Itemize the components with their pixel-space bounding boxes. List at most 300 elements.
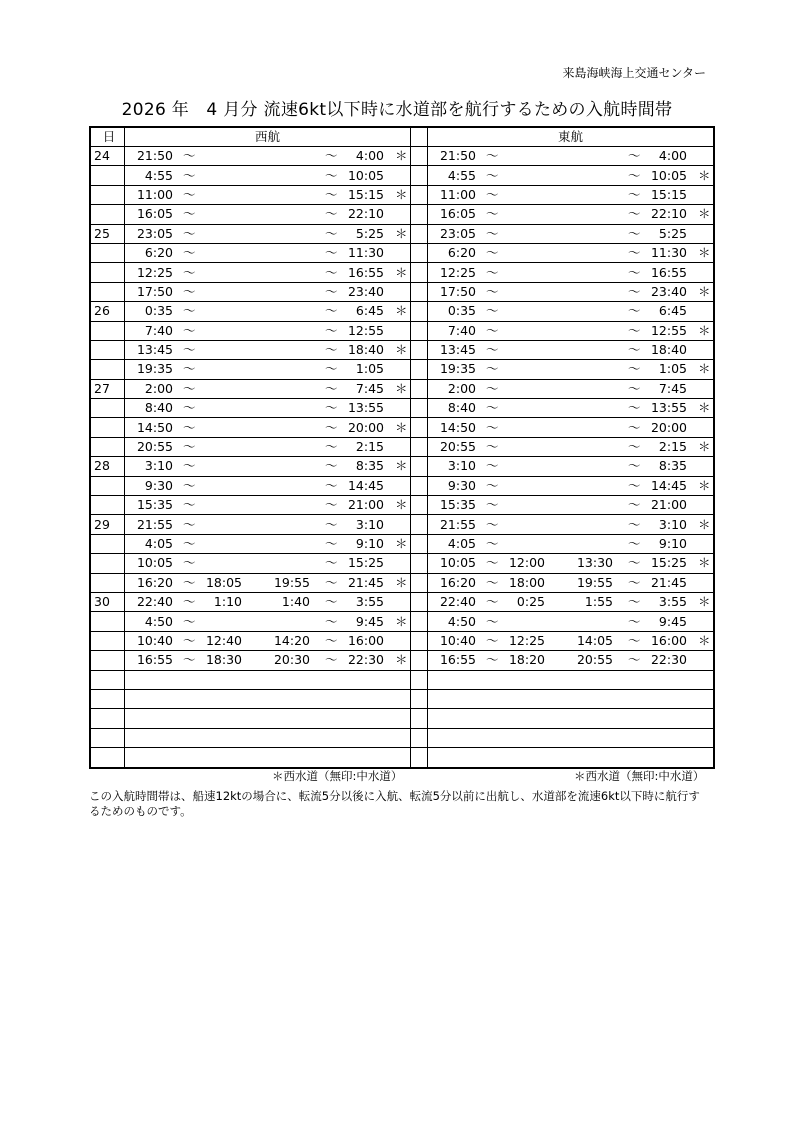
start-time: 19:35: [136, 361, 173, 377]
table-row: [90, 631, 714, 650]
west-channel-mark: ＊: [395, 497, 408, 513]
west-channel-mark: ＊: [395, 574, 408, 590]
west-channel-mark: ＊: [698, 400, 711, 416]
tilde-separator: ～: [325, 652, 338, 668]
tilde-separator: ～: [183, 574, 196, 590]
west-window-cell: [125, 748, 411, 768]
start-time: 15:35: [136, 497, 173, 513]
day-cell: [90, 321, 125, 340]
tilde-separator: ～: [486, 652, 499, 668]
start-time: 9:30: [144, 477, 173, 493]
east-window-cell: [428, 476, 715, 495]
end-time: 21:45: [347, 574, 384, 590]
tilde-separator: ～: [628, 264, 641, 280]
tilde-separator: ～: [183, 342, 196, 358]
start-time: 4:50: [447, 613, 476, 629]
start-time: 23:05: [439, 225, 476, 241]
day-cell: [90, 476, 125, 495]
tilde-separator: ～: [183, 458, 196, 474]
day-cell: [90, 631, 125, 650]
day-cell: [90, 185, 125, 204]
start-time: 15:35: [439, 497, 476, 513]
east-window-cell: [428, 496, 715, 515]
window-time: 13:30: [576, 555, 613, 571]
table-row: [90, 612, 714, 631]
west-column-header: 西航: [125, 127, 411, 147]
tilde-separator: ～: [325, 264, 338, 280]
west-window-cell: [125, 399, 411, 418]
west-channel-mark: ＊: [698, 594, 711, 610]
table-row: [90, 709, 714, 728]
window-time: 1:55: [584, 594, 613, 610]
end-time: 12:55: [650, 322, 687, 338]
start-time: 0:35: [447, 303, 476, 319]
tilde-separator: ～: [183, 497, 196, 513]
tilde-separator: ～: [183, 516, 196, 532]
east-window-cell: [428, 302, 715, 321]
window-time: 12:00: [508, 555, 545, 571]
end-time: 5:25: [355, 225, 384, 241]
east-window-cell: [428, 340, 715, 359]
tilde-separator: ～: [628, 303, 641, 319]
column-gap: [411, 127, 428, 147]
tilde-separator: ～: [325, 167, 338, 183]
start-time: 16:55: [439, 652, 476, 668]
start-time: 21:55: [136, 516, 173, 532]
west-window-cell: [125, 728, 411, 747]
end-time: 2:15: [355, 439, 384, 455]
start-time: 2:00: [144, 380, 173, 396]
west-window-cell: [125, 263, 411, 282]
table-row: [90, 534, 714, 553]
timetable: [89, 126, 715, 769]
end-time: 6:45: [355, 303, 384, 319]
table-row: [90, 496, 714, 515]
end-time: 23:40: [347, 283, 384, 299]
west-channel-mark: ＊: [698, 322, 711, 338]
table-row: [90, 554, 714, 573]
start-time: 21:50: [439, 148, 476, 164]
tilde-separator: ～: [325, 400, 338, 416]
start-time: 7:40: [144, 322, 173, 338]
day-cell: [90, 651, 125, 670]
tilde-separator: ～: [325, 245, 338, 261]
west-window-cell: [125, 243, 411, 262]
tilde-separator: ～: [183, 536, 196, 551]
west-window-cell: [125, 689, 411, 708]
tilde-separator: ～: [183, 245, 196, 261]
tilde-separator: ～: [486, 303, 499, 319]
day-cell: [90, 496, 125, 515]
tilde-separator: ～: [183, 419, 196, 435]
table-row: [90, 321, 714, 340]
east-window-cell: [428, 748, 715, 768]
column-gap: [411, 263, 428, 282]
start-time: 13:45: [136, 342, 173, 358]
end-time: 16:55: [347, 264, 384, 280]
tilde-separator: ～: [325, 555, 338, 571]
start-time: 7:40: [447, 322, 476, 338]
end-time: 9:10: [355, 536, 384, 551]
tilde-separator: ～: [486, 516, 499, 532]
page-title: 2026 年 4 月分 流速6kt以下時に水道部を航行するための入航時間帯: [121, 100, 673, 120]
end-time: 13:55: [650, 400, 687, 416]
tilde-separator: ～: [628, 555, 641, 571]
tilde-separator: ～: [628, 361, 641, 377]
organization-name: 来島海峡海上交通センター: [562, 66, 706, 80]
tilde-separator: ～: [325, 439, 338, 455]
start-time: 17:50: [439, 283, 476, 299]
table-row: [90, 728, 714, 747]
day-cell: [90, 437, 125, 456]
start-time: 10:05: [136, 555, 173, 571]
west-channel-mark: ＊: [395, 458, 408, 474]
end-time: 16:55: [650, 264, 687, 280]
start-time: 20:55: [439, 439, 476, 455]
tilde-separator: ～: [486, 283, 499, 299]
column-gap: [411, 418, 428, 437]
table-row: [90, 263, 714, 282]
east-window-cell: [428, 360, 715, 379]
west-channel-mark: ＊: [698, 245, 711, 261]
table-row: [90, 670, 714, 689]
tilde-separator: ～: [325, 380, 338, 396]
start-time: 14:50: [439, 419, 476, 435]
column-gap: [411, 592, 428, 611]
west-window-cell: [125, 496, 411, 515]
west-channel-mark: ＊: [395, 652, 408, 668]
east-window-cell: [428, 631, 715, 650]
west-channel-mark: ＊: [395, 225, 408, 241]
tilde-separator: ～: [628, 497, 641, 513]
tilde-separator: ～: [486, 574, 499, 590]
tilde-separator: ～: [628, 632, 641, 648]
end-time: 10:05: [347, 167, 384, 183]
end-time: 12:55: [347, 322, 384, 338]
day-cell: [90, 573, 125, 592]
tilde-separator: ～: [628, 186, 641, 202]
column-gap: [411, 515, 428, 534]
table-row: [90, 476, 714, 495]
day-cell: [90, 728, 125, 747]
tilde-separator: ～: [183, 148, 196, 164]
start-time: 3:10: [144, 458, 173, 474]
end-time: 11:30: [347, 245, 384, 261]
end-time: 9:10: [658, 536, 687, 551]
day-column-header: 日: [90, 127, 125, 147]
end-time: 15:25: [347, 555, 384, 571]
day-cell: 27: [90, 379, 125, 398]
end-time: 3:55: [658, 594, 687, 610]
start-time: 13:45: [439, 342, 476, 358]
table-row: [90, 147, 714, 166]
tilde-separator: ～: [325, 516, 338, 532]
table-row: [90, 457, 714, 476]
day-cell: [90, 612, 125, 631]
column-gap: [411, 631, 428, 650]
start-time: 8:40: [447, 400, 476, 416]
tilde-separator: ～: [486, 536, 499, 551]
end-time: 15:15: [650, 186, 687, 202]
west-window-cell: [125, 476, 411, 495]
west-channel-mark: ＊: [395, 536, 408, 551]
east-window-cell: [428, 437, 715, 456]
start-time: 12:25: [136, 264, 173, 280]
day-cell: [90, 340, 125, 359]
day-cell: 25: [90, 224, 125, 243]
start-time: 20:55: [136, 439, 173, 455]
tilde-separator: ～: [628, 652, 641, 668]
tilde-separator: ～: [628, 536, 641, 551]
end-time: 1:05: [658, 361, 687, 377]
tilde-separator: ～: [628, 148, 641, 164]
end-time: 7:45: [658, 380, 687, 396]
west-window-cell: [125, 709, 411, 728]
column-gap: [411, 243, 428, 262]
header-row: [90, 127, 714, 147]
east-window-cell: [428, 612, 715, 631]
tilde-separator: ～: [628, 245, 641, 261]
day-cell: [90, 205, 125, 224]
tilde-separator: ～: [486, 380, 499, 396]
table-row: [90, 573, 714, 592]
west-window-cell: [125, 592, 411, 611]
start-time: 21:50: [136, 148, 173, 164]
start-time: 6:20: [447, 245, 476, 261]
table-row: [90, 748, 714, 768]
window-time: 1:10: [213, 594, 242, 610]
west-channel-mark: ＊: [698, 167, 711, 183]
west-window-cell: [125, 185, 411, 204]
east-window-cell: [428, 185, 715, 204]
tilde-separator: ～: [628, 516, 641, 532]
tilde-separator: ～: [183, 303, 196, 319]
east-window-cell: [428, 418, 715, 437]
column-gap: [411, 224, 428, 243]
start-time: 16:20: [136, 574, 173, 590]
column-gap: [411, 476, 428, 495]
end-time: 21:00: [347, 497, 384, 513]
column-gap: [411, 282, 428, 301]
window-time: 0:25: [516, 594, 545, 610]
start-time: 4:05: [447, 536, 476, 551]
day-cell: [90, 360, 125, 379]
end-time: 4:00: [355, 148, 384, 164]
west-channel-mark: ＊: [395, 148, 408, 164]
start-time: 8:40: [144, 400, 173, 416]
day-cell: 30: [90, 592, 125, 611]
tilde-separator: ～: [325, 225, 338, 241]
tilde-separator: ～: [486, 458, 499, 474]
west-channel-mark: ＊: [698, 206, 711, 222]
tilde-separator: ～: [325, 477, 338, 493]
end-time: 22:10: [347, 206, 384, 222]
tilde-separator: ～: [325, 322, 338, 338]
east-window-cell: [428, 399, 715, 418]
tilde-separator: ～: [325, 536, 338, 551]
column-gap: [411, 689, 428, 708]
start-time: 10:05: [439, 555, 476, 571]
end-time: 16:00: [650, 632, 687, 648]
day-cell: [90, 670, 125, 689]
tilde-separator: ～: [486, 245, 499, 261]
tilde-separator: ～: [486, 477, 499, 493]
tilde-separator: ～: [628, 342, 641, 358]
tilde-separator: ～: [183, 632, 196, 648]
column-gap: [411, 728, 428, 747]
east-window-cell: [428, 166, 715, 185]
day-cell: [90, 709, 125, 728]
tilde-separator: ～: [628, 283, 641, 299]
end-time: 3:55: [355, 594, 384, 610]
tilde-separator: ～: [486, 632, 499, 648]
tilde-separator: ～: [628, 458, 641, 474]
end-time: 22:30: [650, 652, 687, 668]
east-window-cell: [428, 321, 715, 340]
end-time: 3:10: [355, 516, 384, 532]
start-time: 16:20: [439, 574, 476, 590]
tilde-separator: ～: [183, 167, 196, 183]
west-window-cell: [125, 612, 411, 631]
tilde-separator: ～: [325, 419, 338, 435]
end-time: 9:45: [658, 613, 687, 629]
east-window-cell: [428, 651, 715, 670]
tilde-separator: ～: [628, 225, 641, 241]
end-time: 20:00: [347, 419, 384, 435]
east-window-cell: [428, 263, 715, 282]
day-cell: [90, 418, 125, 437]
column-gap: [411, 612, 428, 631]
window-time: 14:20: [273, 632, 310, 648]
tilde-separator: ～: [628, 594, 641, 610]
column-gap: [411, 205, 428, 224]
end-time: 2:15: [658, 439, 687, 455]
tilde-separator: ～: [183, 439, 196, 455]
table-row: [90, 689, 714, 708]
west-window-cell: [125, 670, 411, 689]
start-time: 23:05: [136, 225, 173, 241]
west-legend: ＊西水道（無印:中水道）: [272, 769, 403, 783]
tilde-separator: ～: [183, 594, 196, 610]
tilde-separator: ～: [325, 458, 338, 474]
east-legend: ＊西水道（無印:中水道）: [574, 769, 705, 783]
end-time: 15:15: [347, 186, 384, 202]
column-gap: [411, 534, 428, 553]
start-time: 6:20: [144, 245, 173, 261]
tilde-separator: ～: [486, 419, 499, 435]
window-time: 18:00: [508, 574, 545, 590]
tilde-separator: ～: [183, 264, 196, 280]
column-gap: [411, 554, 428, 573]
tilde-separator: ～: [628, 206, 641, 222]
column-gap: [411, 573, 428, 592]
tilde-separator: ～: [486, 439, 499, 455]
column-gap: [411, 457, 428, 476]
east-window-cell: [428, 282, 715, 301]
east-window-cell: [428, 554, 715, 573]
table-row: [90, 224, 714, 243]
tilde-separator: ～: [325, 186, 338, 202]
tilde-separator: ～: [183, 225, 196, 241]
table-row: [90, 205, 714, 224]
table-row: [90, 185, 714, 204]
tilde-separator: ～: [325, 303, 338, 319]
start-time: 11:00: [136, 186, 173, 202]
column-gap: [411, 340, 428, 359]
tilde-separator: ～: [486, 148, 499, 164]
column-gap: [411, 185, 428, 204]
west-channel-mark: ＊: [698, 283, 711, 299]
day-cell: 29: [90, 515, 125, 534]
west-window-cell: [125, 418, 411, 437]
end-time: 4:00: [658, 148, 687, 164]
west-window-cell: [125, 631, 411, 650]
tilde-separator: ～: [628, 167, 641, 183]
end-time: 8:35: [658, 458, 687, 474]
column-gap: [411, 670, 428, 689]
footer-note: この入航時間帯は、船速12ktの場合に、転流5分以後に入航、転流5分以前に出航し、水道部を流速6kt以下時に航行するためのものです。: [89, 789, 700, 818]
end-time: 8:35: [355, 458, 384, 474]
tilde-separator: ～: [486, 400, 499, 416]
window-time: 1:40: [281, 594, 310, 610]
west-channel-mark: ＊: [698, 361, 711, 377]
west-channel-mark: ＊: [698, 555, 711, 571]
tilde-separator: ～: [183, 361, 196, 377]
table-row: [90, 399, 714, 418]
west-channel-mark: ＊: [395, 380, 408, 396]
start-time: 14:50: [136, 419, 173, 435]
tilde-separator: ～: [628, 574, 641, 590]
window-time: 18:05: [205, 574, 242, 590]
east-window-cell: [428, 670, 715, 689]
start-time: 16:05: [439, 206, 476, 222]
west-window-cell: [125, 166, 411, 185]
tilde-separator: ～: [486, 167, 499, 183]
east-window-cell: [428, 592, 715, 611]
west-window-cell: [125, 205, 411, 224]
start-time: 12:25: [439, 264, 476, 280]
start-time: 4:55: [447, 167, 476, 183]
tilde-separator: ～: [183, 206, 196, 222]
end-time: 22:30: [347, 652, 384, 668]
table-row: [90, 282, 714, 301]
tilde-separator: ～: [628, 322, 641, 338]
column-gap: [411, 496, 428, 515]
table-row: [90, 243, 714, 262]
west-window-cell: [125, 147, 411, 166]
day-cell: 26: [90, 302, 125, 321]
column-gap: [411, 321, 428, 340]
end-time: 16:00: [347, 632, 384, 648]
day-cell: [90, 748, 125, 768]
tilde-separator: ～: [486, 186, 499, 202]
day-cell: [90, 263, 125, 282]
end-time: 22:10: [650, 206, 687, 222]
tilde-separator: ～: [486, 264, 499, 280]
window-time: 14:05: [576, 632, 613, 648]
tilde-separator: ～: [183, 477, 196, 493]
end-time: 13:55: [347, 400, 384, 416]
column-gap: [411, 651, 428, 670]
tilde-separator: ～: [325, 497, 338, 513]
west-channel-mark: ＊: [395, 303, 408, 319]
table-row: [90, 302, 714, 321]
tilde-separator: ～: [628, 613, 641, 629]
table-row: [90, 437, 714, 456]
tilde-separator: ～: [628, 477, 641, 493]
day-cell: [90, 534, 125, 553]
west-window-cell: [125, 437, 411, 456]
